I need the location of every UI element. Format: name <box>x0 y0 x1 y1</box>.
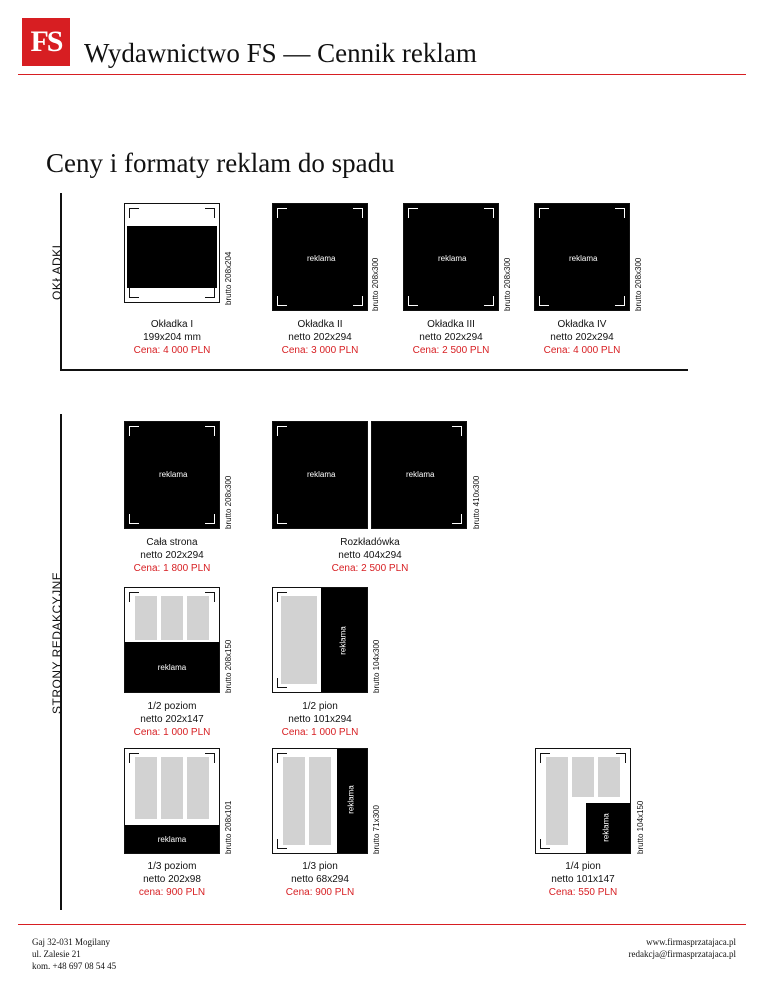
third-vertical-caption <box>260 860 380 899</box>
full-page-preview <box>124 421 220 529</box>
spread-name: Rozkładówka <box>340 537 400 548</box>
half-horizontal-size: netto 202x147 <box>140 714 204 725</box>
third-vertical-brutto: brutto 71x300 <box>372 805 381 854</box>
cover4-size: netto 202x294 <box>550 332 614 343</box>
footer-divider <box>18 924 746 925</box>
quarter-vertical-brutto: brutto 104x150 <box>636 800 645 854</box>
cover3-name: Okładka III <box>427 319 475 330</box>
cover2-size: netto 202x294 <box>288 332 352 343</box>
spread-price: Cena: 2 500 PLN <box>331 563 409 574</box>
text-column-placeholder <box>546 757 568 845</box>
cover1-brutto: brutto 208x204 <box>224 251 233 305</box>
text-column-placeholder <box>161 596 183 640</box>
third-vertical-preview <box>272 748 368 854</box>
third-horizontal-ad-label: reklama <box>157 834 187 844</box>
half-vertical-ad-label: reklama <box>338 626 348 655</box>
quarter-vertical-preview <box>535 748 631 854</box>
spread-brutto: brutto 410x300 <box>472 475 481 529</box>
spread-right-ad-label: reklama <box>406 470 435 479</box>
third-horizontal-size: netto 202x98 <box>143 874 201 885</box>
quarter-vertical-ad-label: reklama <box>601 813 611 842</box>
third-horizontal-ad-area <box>125 825 219 853</box>
header-divider <box>18 74 746 75</box>
section-title: Ceny i formaty reklam do spadu <box>46 148 395 178</box>
covers-group-label: OKŁADKI <box>50 244 64 300</box>
half-vertical-preview <box>272 587 368 693</box>
cover2-brutto: brutto 208x300 <box>371 257 380 311</box>
text-column-placeholder <box>283 757 305 845</box>
cover1-caption <box>112 318 232 357</box>
full-page-brutto: brutto 208x300 <box>224 475 233 529</box>
full-page-name: Cała strona <box>146 537 198 548</box>
cover1-ad-area <box>127 226 217 288</box>
quarter-vertical-name: 1/4 pion <box>565 861 601 872</box>
cover4-ad-label: reklama <box>569 254 598 263</box>
half-vertical-caption <box>260 700 380 739</box>
cover1-preview <box>124 203 220 303</box>
quarter-vertical-price: Cena: 550 PLN <box>548 887 618 898</box>
cover3-price: Cena: 2 500 PLN <box>412 345 490 356</box>
cover2-name: Okładka II <box>297 319 343 330</box>
cover3-ad-label: reklama <box>438 254 467 263</box>
full-page-size: netto 202x294 <box>140 550 204 561</box>
full-page-ad-label: reklama <box>159 470 188 479</box>
text-column-placeholder <box>135 757 157 819</box>
cover4-brutto: brutto 208x300 <box>634 257 643 311</box>
third-vertical-ad-label: reklama <box>346 785 356 814</box>
fs-logo: FS <box>22 18 70 66</box>
text-column-placeholder <box>187 757 209 819</box>
half-vertical-brutto: brutto 104x300 <box>372 639 381 693</box>
full-page-price: Cena: 1 800 PLN <box>133 563 211 574</box>
cover3-caption <box>391 318 511 357</box>
cover4-caption <box>522 318 642 357</box>
cover4-name: Okładka IV <box>557 319 607 330</box>
spread-left-ad-label: reklama <box>307 470 336 479</box>
third-vertical-price: Cena: 900 PLN <box>285 887 355 898</box>
half-horizontal-name: 1/2 poziom <box>147 701 197 712</box>
footer-contact <box>629 936 736 960</box>
cover3-preview <box>403 203 499 311</box>
text-column-placeholder <box>135 596 157 640</box>
text-column-placeholder <box>572 757 594 797</box>
half-horizontal-ad-label: reklama <box>157 662 187 672</box>
text-column-placeholder <box>598 757 620 797</box>
document-title: Wydawnictwo FS — Cennik reklam <box>84 38 477 68</box>
spread-size: netto 404x294 <box>338 550 402 561</box>
half-horizontal-brutto: brutto 208x150 <box>224 639 233 693</box>
third-horizontal-preview <box>124 748 220 854</box>
text-column-placeholder <box>187 596 209 640</box>
half-horizontal-preview <box>124 587 220 693</box>
cover2-caption <box>260 318 380 357</box>
cover2-preview <box>272 203 368 311</box>
spread-right-preview <box>371 421 467 529</box>
half-horizontal-ad-area <box>125 642 219 692</box>
cover4-price: Cena: 4 000 PLN <box>543 345 621 356</box>
address-line: ul. Zalesie 21 <box>32 949 81 959</box>
cover1-price: Cena: 4 000 PLN <box>133 345 211 356</box>
half-horizontal-price: Cena: 1 000 PLN <box>133 727 211 738</box>
address-line: Gaj 32-031 Mogilany <box>32 937 110 947</box>
editorial-group-label: STRONY REDAKCYJNE <box>50 571 64 714</box>
text-column-placeholder <box>161 757 183 819</box>
full-page-caption <box>112 536 232 575</box>
third-vertical-size: netto 68x294 <box>291 874 349 885</box>
text-column-placeholder <box>281 596 317 684</box>
text-column-placeholder <box>309 757 331 845</box>
cover1-name: Okładka I <box>150 319 194 330</box>
third-horizontal-caption <box>112 860 232 899</box>
spread-caption <box>310 536 430 575</box>
half-vertical-price: Cena: 1 000 PLN <box>281 727 359 738</box>
quarter-vertical-caption <box>523 860 643 899</box>
covers-group-baseline <box>60 369 688 371</box>
cover3-size: netto 202x294 <box>419 332 483 343</box>
half-horizontal-caption <box>112 700 232 739</box>
cover3-brutto: brutto 208x300 <box>503 257 512 311</box>
spread-left-preview <box>272 421 368 529</box>
email-link[interactable]: redakcja@firmasprzatajaca.pl <box>628 949 736 959</box>
third-vertical-name: 1/3 pion <box>302 861 338 872</box>
third-horizontal-brutto: brutto 208x101 <box>224 800 233 854</box>
quarter-vertical-size: netto 101x147 <box>551 874 615 885</box>
third-horizontal-price: cena: 900 PLN <box>138 887 206 898</box>
cover2-price: Cena: 3 000 PLN <box>281 345 359 356</box>
website-link[interactable]: www.firmasprzatajaca.pl <box>646 937 736 947</box>
half-vertical-size: netto 101x294 <box>288 714 352 725</box>
cover4-preview <box>534 203 630 311</box>
cover1-size: 199x204 mm <box>143 332 201 343</box>
footer-address <box>32 936 116 972</box>
phone-line: kom. +48 697 08 54 45 <box>32 961 117 971</box>
third-horizontal-name: 1/3 poziom <box>147 861 197 872</box>
half-vertical-name: 1/2 pion <box>302 701 338 712</box>
cover2-ad-label: reklama <box>307 254 336 263</box>
